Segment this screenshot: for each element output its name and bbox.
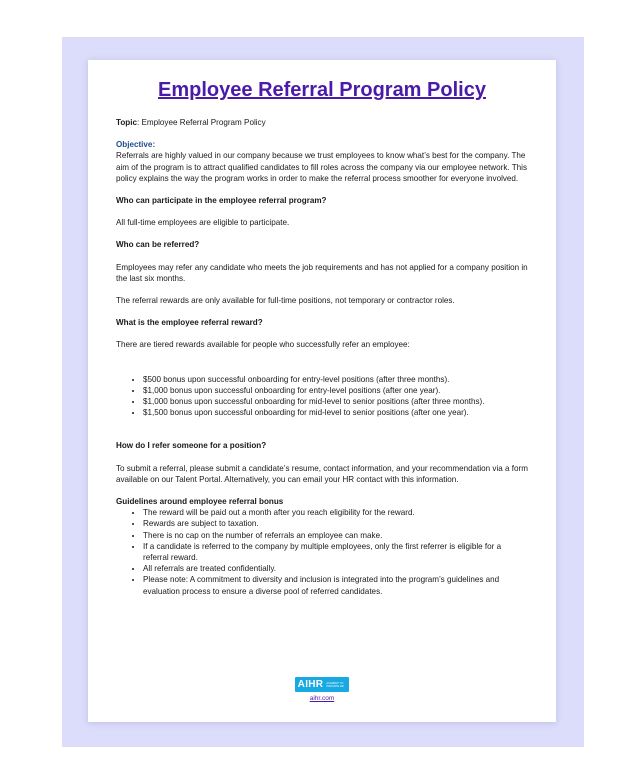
guidelines-heading: Guidelines around employee referral bonus — [116, 497, 284, 507]
reward-list — [116, 374, 528, 419]
footer — [88, 674, 556, 702]
referred-text-2: The referral rewards are only available for full-time positions, not temporary or contractor roles. — [116, 296, 455, 306]
document-page — [88, 60, 556, 722]
logo-tagline: ACADEMY TO INNOVATE HR — [326, 681, 344, 688]
referred-heading: Who can be referred? — [116, 240, 200, 250]
list-item: • There is no cap on the number of referrals an employee can make. — [143, 530, 528, 541]
logo-mark: AIHR — [297, 679, 324, 690]
list-item: • $1,000 bonus upon successful onboarding for entry-level positions (after one year). — [143, 385, 528, 396]
list-item: • The reward will be paid out a month after you reach eligibility for the reward. — [143, 507, 528, 518]
objective-heading: Objective: — [116, 140, 156, 150]
list-item: • $500 bonus upon successful onboarding for entry-level positions (after three months). — [143, 374, 528, 385]
how-text: To submit a referral, please submit a candidate’s resume, contact information, and your recommendation via a form available on our Talent Portal. Alternatively, you can email your HR contact with this information. — [116, 463, 528, 484]
topic-line — [116, 117, 528, 128]
how-heading: How do I refer someone for a position? — [116, 441, 267, 451]
list-item: • All referrals are treated confidentially. — [143, 563, 528, 574]
reward-heading: What is the employee referral reward? — [116, 318, 263, 328]
document-title: Employee Referral Program Policy — [158, 79, 486, 101]
reward-text: There are tiered rewards available for people who successfully refer an employee: — [116, 340, 410, 350]
list-item: • If a candidate is referred to the company by multiple employees, only the first referrer is eligible for a referral reward. — [143, 541, 528, 563]
participate-text: All full-time employees are eligible to participate. — [116, 218, 290, 228]
list-item: • $1,500 bonus upon successful onboarding for mid-level to senior positions (after one year). — [143, 407, 528, 418]
aihr-logo — [295, 677, 350, 692]
list-item: • Rewards are subject to taxation. — [143, 518, 528, 529]
guidelines-list — [116, 507, 528, 597]
referred-text-1: Employees may refer any candidate who meets the job requirements and has not applied for a company position in the last six months. — [116, 262, 528, 283]
topic-value: : Employee Referral Program Policy — [136, 118, 266, 127]
objective-text: Referrals are highly valued in our company because we trust employees to know what’s best for the company. The aim of the program is to attract qualified candidates to fill roles across the company via our employee network. This policy explains the way the program works in order to make the referral process smoother for everyone involved. — [116, 151, 528, 183]
list-item: • $1,000 bonus upon successful onboarding for mid-level to senior positions (after three months). — [143, 396, 528, 407]
topic-label: Topic — [116, 118, 137, 127]
document-content — [116, 77, 528, 597]
list-item: • Please note: A commitment to diversity and inclusion is integrated into the program’s guidelines and evaluation process to ensure a diverse pool of referred candidates. — [143, 574, 528, 596]
footer-link[interactable]: aihr.com — [309, 695, 335, 702]
participate-heading: Who can participate in the employee referral program? — [116, 196, 327, 206]
